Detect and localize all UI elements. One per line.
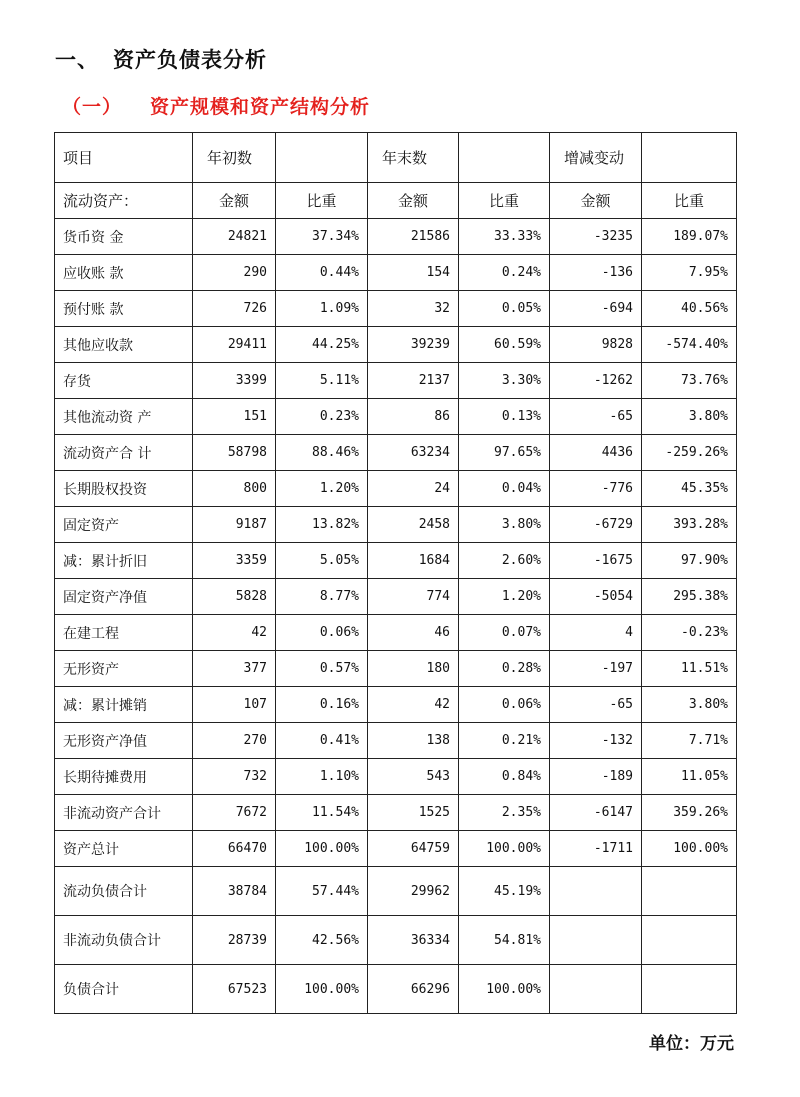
- table-row: [55, 399, 737, 435]
- table-row: [55, 219, 737, 255]
- ratio-cell: 100.00%: [459, 831, 550, 867]
- amount-cell: 32: [368, 291, 459, 327]
- amount-cell: 726: [193, 291, 276, 327]
- amount-cell: -132: [550, 723, 642, 759]
- amount-cell: 270: [193, 723, 276, 759]
- subheader-amount: 金额: [193, 183, 276, 219]
- header-begin: 年初数: [193, 133, 276, 183]
- ratio-cell: 0.06%: [276, 615, 368, 651]
- table-row: [55, 965, 737, 1014]
- ratio-cell: 0.41%: [276, 723, 368, 759]
- table-row: [55, 255, 737, 291]
- ratio-cell: 42.56%: [276, 916, 368, 965]
- ratio-cell: 0.05%: [459, 291, 550, 327]
- row-label: 资产总计: [55, 831, 193, 867]
- row-label: 非流动负债合计: [55, 916, 193, 965]
- amount-cell: 38784: [193, 867, 276, 916]
- row-label: 减：累计摊销: [55, 687, 193, 723]
- ratio-cell: 5.05%: [276, 543, 368, 579]
- amount-cell: -694: [550, 291, 642, 327]
- table-row: [55, 651, 737, 687]
- ratio-cell: 3.80%: [459, 507, 550, 543]
- ratio-cell: 37.34%: [276, 219, 368, 255]
- ratio-cell: 0.44%: [276, 255, 368, 291]
- subheader-ratio: 比重: [642, 183, 737, 219]
- amount-cell: 151: [193, 399, 276, 435]
- amount-cell: 1525: [368, 795, 459, 831]
- amount-cell: 66296: [368, 965, 459, 1014]
- row-label: 减：累计折旧: [55, 543, 193, 579]
- table-row: [55, 435, 737, 471]
- subsection-number: （一）: [62, 96, 123, 118]
- amount-cell: 3399: [193, 363, 276, 399]
- amount-cell: 39239: [368, 327, 459, 363]
- row-label: 流动资产合 计: [55, 435, 193, 471]
- amount-cell: 5828: [193, 579, 276, 615]
- amount-cell: -3235: [550, 219, 642, 255]
- ratio-cell: 57.44%: [276, 867, 368, 916]
- amount-cell: -197: [550, 651, 642, 687]
- table-row: [55, 831, 737, 867]
- amount-cell: 67523: [193, 965, 276, 1014]
- ratio-cell: 7.71%: [642, 723, 737, 759]
- row-label: 在建工程: [55, 615, 193, 651]
- row-label: 负债合计: [55, 965, 193, 1014]
- amount-cell: 42: [368, 687, 459, 723]
- subheader-amount: 金额: [550, 183, 642, 219]
- ratio-cell: 45.35%: [642, 471, 737, 507]
- table-row: [55, 507, 737, 543]
- ratio-cell: 11.51%: [642, 651, 737, 687]
- ratio-cell: 0.16%: [276, 687, 368, 723]
- ratio-cell: 5.11%: [276, 363, 368, 399]
- ratio-cell: -259.26%: [642, 435, 737, 471]
- ratio-cell: 100.00%: [276, 965, 368, 1014]
- row-label: 其他应收款: [55, 327, 193, 363]
- ratio-cell: 97.90%: [642, 543, 737, 579]
- amount-cell: 154: [368, 255, 459, 291]
- amount-cell: 4436: [550, 435, 642, 471]
- ratio-cell: 1.20%: [459, 579, 550, 615]
- ratio-cell: 359.26%: [642, 795, 737, 831]
- empty-cell: [550, 965, 642, 1014]
- ratio-cell: 100.00%: [276, 831, 368, 867]
- unit-label: 单位：万元: [649, 1034, 734, 1054]
- section-heading: [55, 44, 267, 74]
- empty-cell: [642, 965, 737, 1014]
- amount-cell: 24: [368, 471, 459, 507]
- ratio-cell: 0.24%: [459, 255, 550, 291]
- amount-cell: 2137: [368, 363, 459, 399]
- ratio-cell: 33.33%: [459, 219, 550, 255]
- amount-cell: 377: [193, 651, 276, 687]
- ratio-cell: 3.80%: [642, 399, 737, 435]
- ratio-cell: 45.19%: [459, 867, 550, 916]
- amount-cell: 138: [368, 723, 459, 759]
- amount-cell: 800: [193, 471, 276, 507]
- amount-cell: 58798: [193, 435, 276, 471]
- table-row: [55, 579, 737, 615]
- row-label: 固定资产净值: [55, 579, 193, 615]
- ratio-cell: 13.82%: [276, 507, 368, 543]
- table-row: [55, 687, 737, 723]
- ratio-cell: 0.84%: [459, 759, 550, 795]
- ratio-cell: 1.10%: [276, 759, 368, 795]
- table-row: [55, 759, 737, 795]
- ratio-cell: 0.06%: [459, 687, 550, 723]
- ratio-cell: 3.80%: [642, 687, 737, 723]
- ratio-cell: 0.04%: [459, 471, 550, 507]
- asset-analysis-table: [54, 132, 737, 1014]
- amount-cell: 9187: [193, 507, 276, 543]
- row-label: 流动负债合计: [55, 867, 193, 916]
- section-number: 一、: [55, 48, 99, 72]
- subsection-title: 资产规模和资产结构分析: [150, 96, 371, 118]
- amount-cell: -65: [550, 399, 642, 435]
- amount-cell: -6147: [550, 795, 642, 831]
- row-label: 无形资产净值: [55, 723, 193, 759]
- ratio-cell: -574.40%: [642, 327, 737, 363]
- amount-cell: 28739: [193, 916, 276, 965]
- table-row: [55, 363, 737, 399]
- ratio-cell: 1.20%: [276, 471, 368, 507]
- header-change: 增减变动: [550, 133, 642, 183]
- empty-cell: [642, 867, 737, 916]
- amount-cell: 63234: [368, 435, 459, 471]
- header-end: 年末数: [368, 133, 459, 183]
- ratio-cell: 88.46%: [276, 435, 368, 471]
- ratio-cell: 97.65%: [459, 435, 550, 471]
- ratio-cell: 7.95%: [642, 255, 737, 291]
- amount-cell: 64759: [368, 831, 459, 867]
- ratio-cell: 0.23%: [276, 399, 368, 435]
- amount-cell: 86: [368, 399, 459, 435]
- amount-cell: -1711: [550, 831, 642, 867]
- row-label: 其他流动资 产: [55, 399, 193, 435]
- amount-cell: -136: [550, 255, 642, 291]
- row-label: 长期股权投资: [55, 471, 193, 507]
- amount-cell: 7672: [193, 795, 276, 831]
- ratio-cell: 393.28%: [642, 507, 737, 543]
- ratio-cell: 100.00%: [459, 965, 550, 1014]
- row-label: 固定资产: [55, 507, 193, 543]
- header-empty: [642, 133, 737, 183]
- amount-cell: 1684: [368, 543, 459, 579]
- table-row: [55, 723, 737, 759]
- ratio-cell: 189.07%: [642, 219, 737, 255]
- ratio-cell: 0.07%: [459, 615, 550, 651]
- amount-cell: 24821: [193, 219, 276, 255]
- table-row: [55, 471, 737, 507]
- empty-cell: [642, 916, 737, 965]
- subheader-ratio: 比重: [459, 183, 550, 219]
- row-label: 货币资 金: [55, 219, 193, 255]
- row-label: 无形资产: [55, 651, 193, 687]
- header-empty: [459, 133, 550, 183]
- empty-cell: [550, 916, 642, 965]
- amount-cell: 732: [193, 759, 276, 795]
- amount-cell: 180: [368, 651, 459, 687]
- amount-cell: -6729: [550, 507, 642, 543]
- table-row: [55, 543, 737, 579]
- row-label: 非流动资产合计: [55, 795, 193, 831]
- header-item: 项目: [55, 133, 193, 183]
- ratio-cell: 8.77%: [276, 579, 368, 615]
- ratio-cell: 0.57%: [276, 651, 368, 687]
- ratio-cell: 100.00%: [642, 831, 737, 867]
- amount-cell: -1262: [550, 363, 642, 399]
- ratio-cell: 0.13%: [459, 399, 550, 435]
- amount-cell: 21586: [368, 219, 459, 255]
- amount-cell: 290: [193, 255, 276, 291]
- ratio-cell: 60.59%: [459, 327, 550, 363]
- table-row: [55, 327, 737, 363]
- section-title: 资产负债表分析: [113, 48, 267, 72]
- amount-cell: 42: [193, 615, 276, 651]
- table-subheader-row: [55, 183, 737, 219]
- row-label: 存货: [55, 363, 193, 399]
- row-label: 应收账 款: [55, 255, 193, 291]
- amount-cell: -1675: [550, 543, 642, 579]
- ratio-cell: 73.76%: [642, 363, 737, 399]
- amount-cell: 107: [193, 687, 276, 723]
- ratio-cell: 54.81%: [459, 916, 550, 965]
- table-row: [55, 916, 737, 965]
- amount-cell: 2458: [368, 507, 459, 543]
- ratio-cell: 2.60%: [459, 543, 550, 579]
- table-row: [55, 291, 737, 327]
- amount-cell: 4: [550, 615, 642, 651]
- amount-cell: 9828: [550, 327, 642, 363]
- subheader-ratio: 比重: [276, 183, 368, 219]
- ratio-cell: 3.30%: [459, 363, 550, 399]
- ratio-cell: 1.09%: [276, 291, 368, 327]
- amount-cell: -5054: [550, 579, 642, 615]
- amount-cell: -65: [550, 687, 642, 723]
- amount-cell: -776: [550, 471, 642, 507]
- table-row: [55, 867, 737, 916]
- ratio-cell: -0.23%: [642, 615, 737, 651]
- subsection-heading: [62, 92, 370, 119]
- ratio-cell: 40.56%: [642, 291, 737, 327]
- row-label: 长期待摊费用: [55, 759, 193, 795]
- empty-cell: [550, 867, 642, 916]
- amount-cell: 3359: [193, 543, 276, 579]
- table-header-row: [55, 133, 737, 183]
- amount-cell: 46: [368, 615, 459, 651]
- subheader-amount: 金额: [368, 183, 459, 219]
- ratio-cell: 11.05%: [642, 759, 737, 795]
- ratio-cell: 2.35%: [459, 795, 550, 831]
- header-empty: [276, 133, 368, 183]
- table-row: [55, 615, 737, 651]
- ratio-cell: 0.28%: [459, 651, 550, 687]
- ratio-cell: 44.25%: [276, 327, 368, 363]
- amount-cell: 36334: [368, 916, 459, 965]
- amount-cell: 66470: [193, 831, 276, 867]
- amount-cell: 774: [368, 579, 459, 615]
- subheader-label: 流动资产：: [55, 183, 193, 219]
- amount-cell: 543: [368, 759, 459, 795]
- amount-cell: 29411: [193, 327, 276, 363]
- ratio-cell: 0.21%: [459, 723, 550, 759]
- amount-cell: -189: [550, 759, 642, 795]
- amount-cell: 29962: [368, 867, 459, 916]
- ratio-cell: 295.38%: [642, 579, 737, 615]
- row-label: 预付账 款: [55, 291, 193, 327]
- table-row: [55, 795, 737, 831]
- ratio-cell: 11.54%: [276, 795, 368, 831]
